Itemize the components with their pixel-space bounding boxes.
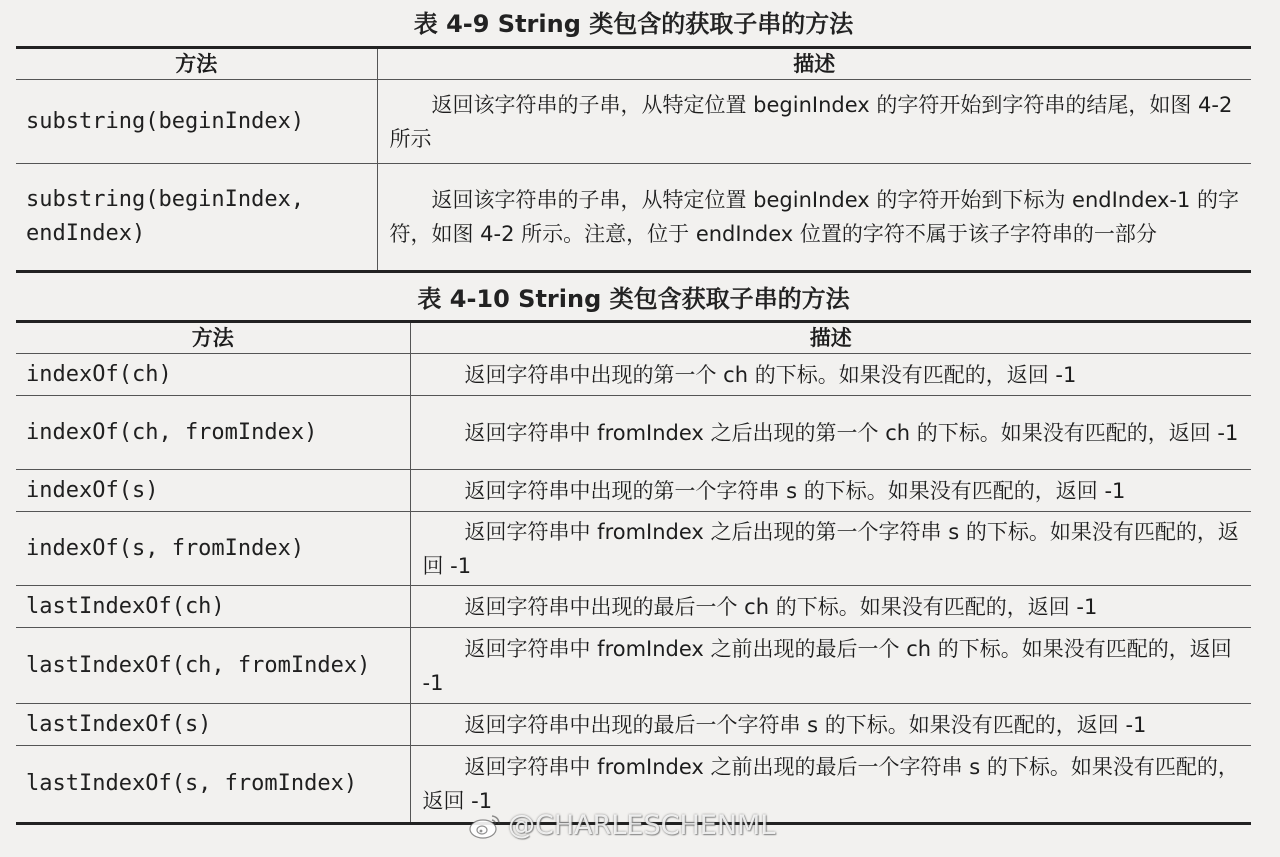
description-cell: 返回字符串中 fromIndex 之后出现的第一个 ch 的下标。如果没有匹配的，返回 -1 [410,396,1251,470]
description-cell: 返回该字符串的子串，从特定位置 beginIndex 的字符开始到下标为 endIndex-1 的字符，如图 4-2 所示。注意，位于 endIndex 位置的字符不属于该子字符串的一部分 [377,164,1251,272]
table-4-10 [16,320,1251,825]
method-cell: lastIndexOf(ch, fromIndex) [16,628,410,704]
description-column-header: 描述 [377,48,1251,80]
description-cell: 返回字符串中出现的最后一个 ch 的下标。如果没有匹配的，返回 -1 [410,586,1251,628]
method-cell: indexOf(s) [16,470,410,512]
weibo-logo-icon [468,813,502,839]
description-cell: 返回字符串中出现的第一个 ch 的下标。如果没有匹配的，返回 -1 [410,354,1251,396]
method-cell: lastIndexOf(ch) [16,586,410,628]
table-4-10-caption: 表 4-10 String 类包含获取子串的方法 [417,285,850,313]
description-cell: 返回字符串中 fromIndex 之前出现的最后一个 ch 的下标。如果没有匹配的，返回 -1 [410,628,1251,704]
description-cell: 返回字符串中出现的最后一个字符串 s 的下标。如果没有匹配的，返回 -1 [410,704,1251,746]
method-cell: lastIndexOf(s) [16,704,410,746]
method-cell: lastIndexOf(s, fromIndex) [16,746,410,824]
watermark-text: @CHARLESCHENML [508,810,776,841]
method-cell: indexOf(s, fromIndex) [16,512,410,586]
table-row [16,354,1251,396]
watermark [468,810,775,841]
table-row [16,396,1251,470]
method-cell: indexOf(ch, fromIndex) [16,396,410,470]
table-row [16,704,1251,746]
method-cell: substring(beginIndex) [16,80,377,164]
method-column-header: 方法 [16,322,410,354]
table-row [16,164,1251,272]
table-header-row [16,48,1251,80]
table-row [16,628,1251,704]
table-row [16,512,1251,586]
table-4-9-caption: 表 4-9 String 类包含的获取子串的方法 [413,10,854,38]
table-4-9 [16,46,1251,273]
method-column-header: 方法 [16,48,377,80]
method-cell: indexOf(ch) [16,354,410,396]
description-cell: 返回字符串中 fromIndex 之后出现的第一个字符串 s 的下标。如果没有匹配的，返回 -1 [410,512,1251,586]
description-cell: 返回字符串中出现的第一个字符串 s 的下标。如果没有匹配的，返回 -1 [410,470,1251,512]
table-row [16,80,1251,164]
table-header-row [16,322,1251,354]
description-cell: 返回字符串中 fromIndex 之前出现的最后一个字符串 s 的下标。如果没有匹配的，返回 -1 [410,746,1251,824]
description-cell: 返回该字符串的子串，从特定位置 beginIndex 的字符开始到字符串的结尾，如图 4-2 所示 [377,80,1251,164]
table-row [16,470,1251,512]
table-row [16,586,1251,628]
description-column-header: 描述 [410,322,1251,354]
method-cell: substring(beginIndex, endIndex) [16,164,377,272]
